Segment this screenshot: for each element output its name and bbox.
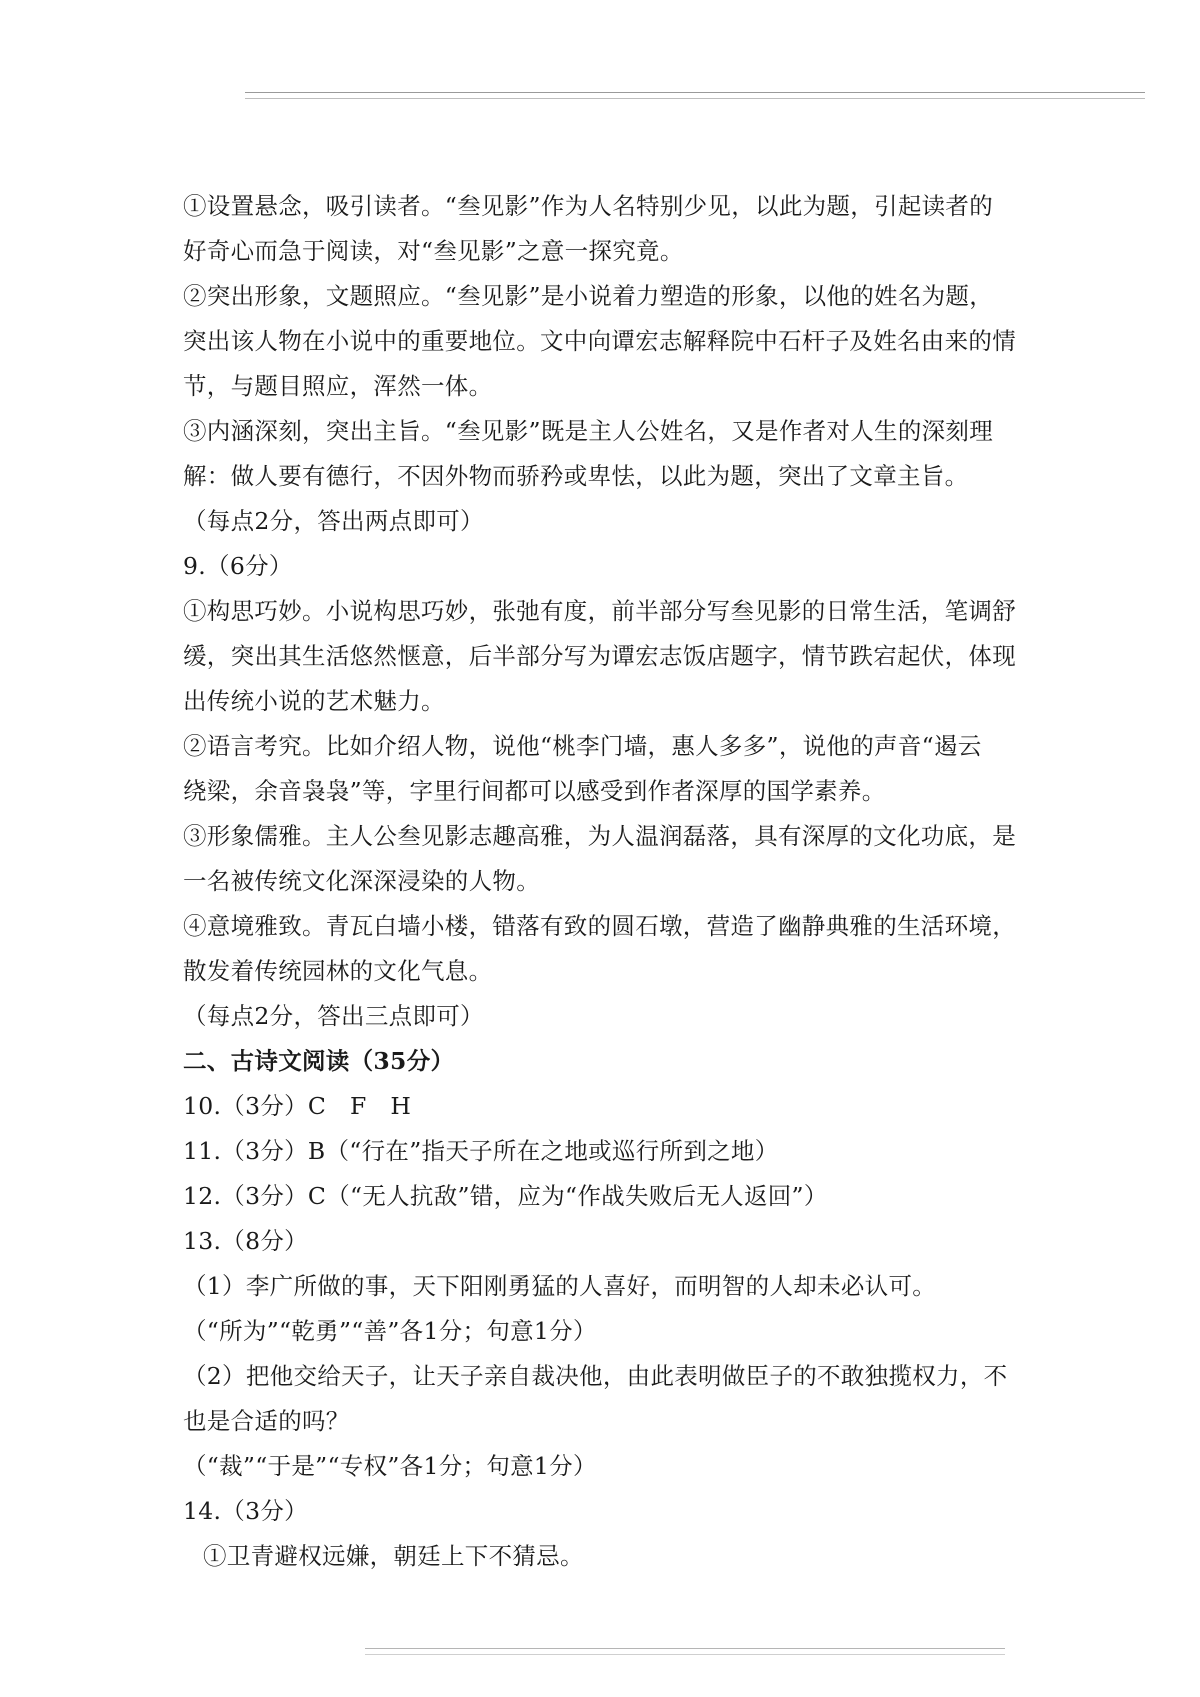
text-line: ②突出形象，文题照应。“叁见影”是小说着力塑造的形象，以他的姓名为题， [183,282,994,310]
footer-rule [365,1648,1005,1655]
text-line: ④意境雅致。青瓦白墙小楼，错落有致的圆石墩，营造了幽静典雅的生活环境， [183,912,1016,940]
text-line: 一名被传统文化深深浸染的人物。 [183,867,540,895]
text-line: ①卫青避权远嫌，朝廷上下不猜忌。 [203,1542,584,1570]
question-number: 13.（8分） [183,1227,308,1255]
scoring-note: （“所为”“乾勇”“善”各1分；句意1分） [183,1317,597,1345]
section-heading: 二、古诗文阅读（35分） [183,1047,455,1075]
scoring-note: （每点2分，答出两点即可） [183,507,484,535]
scoring-note: （每点2分，答出三点即可） [183,1002,484,1030]
text-line: 也是合适的吗？ [183,1407,350,1435]
text-line: 缓，突出其生活悠然惬意，后半部分写为谭宏志饭店题字，情节跌宕起伏，体现 [183,642,1016,670]
question-answer: 10.（3分）C F H [183,1092,412,1120]
text-line: 节，与题目照应，浑然一体。 [183,372,493,400]
text-line: ①构思巧妙。小说构思巧妙，张弛有度，前半部分写叁见影的日常生活，笔调舒 [183,597,1016,625]
text-line: ①设置悬念，吸引读者。“叁见影”作为人名特别少见，以此为题，引起读者的 [183,192,994,220]
text-line: ③形象儒雅。主人公叁见影志趣高雅，为人温润磊落，具有深厚的文化功底，是 [183,822,1016,850]
text-line: 散发着传统园林的文化气息。 [183,957,493,985]
text-line: ②语言考究。比如介绍人物，说他“桃李门墙，惠人多多”，说他的声音“遏云 [183,732,982,760]
text-line: 好奇心而急于阅读，对“叁见影”之意一探究竟。 [183,237,684,265]
text-line: 绕梁，余音袅袅”等，字里行间都可以感受到作者深厚的国学素养。 [183,777,886,805]
header-rule [245,92,1145,99]
text-line: 解：做人要有德行，不因外物而骄矜或卑怯，以此为题，突出了文章主旨。 [183,462,969,490]
scoring-note: （“裁”“于是”“专权”各1分；句意1分） [183,1452,597,1480]
question-answer: 11.（3分）B（“行在”指天子所在之地或巡行所到之地） [183,1137,779,1165]
text-line: 出传统小说的艺术魅力。 [183,687,445,715]
answer-content [183,184,1033,1579]
text-line: （2）把他交给天子，让天子亲自裁决他，由此表明做臣子的不敢独揽权力，不 [183,1362,1008,1390]
question-answer: 12.（3分）C（“无人抗敌”错，应为“作战失败后无人返回”） [183,1182,828,1210]
question-number: 9.（6分） [183,552,293,580]
text-line: （1）李广所做的事，天下阳刚勇猛的人喜好，而明智的人却未必认可。 [183,1272,937,1300]
text-line: 突出该人物在小说中的重要地位。文中向谭宏志解释院中石杆子及姓名由来的情 [183,327,1016,355]
text-line: ③内涵深刻，突出主旨。“叁见影”既是主人公姓名，又是作者对人生的深刻理 [183,417,994,445]
question-number: 14.（3分） [183,1497,308,1525]
